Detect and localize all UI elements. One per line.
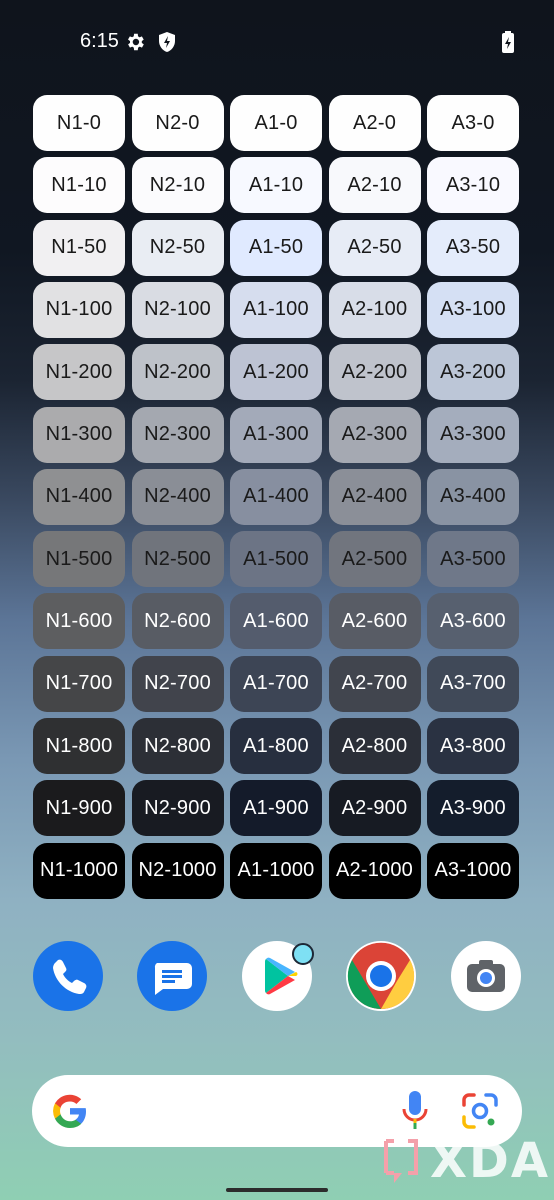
palette-tile-a2-300[interactable]: A2-300 [329,407,421,463]
palette-tile-a2-800[interactable]: A2-800 [329,718,421,774]
palette-tile-a1-300[interactable]: A1-300 [230,407,322,463]
palette-tile-n2-1000[interactable]: N2-1000 [132,843,224,899]
palette-tile-a3-600[interactable]: A3-600 [427,593,519,649]
phone-app-icon[interactable] [33,941,103,1011]
palette-tile-n1-400[interactable]: N1-400 [33,469,125,525]
palette-tile-n1-900[interactable]: N1-900 [33,780,125,836]
palette-tile-n2-100[interactable]: N2-100 [132,282,224,338]
palette-tile-a3-0[interactable]: A3-0 [427,95,519,151]
palette-tile-n2-300[interactable]: N2-300 [132,407,224,463]
palette-tile-a1-1000[interactable]: A1-1000 [230,843,322,899]
palette-tile-n2-400[interactable]: N2-400 [132,469,224,525]
palette-tile-n2-0[interactable]: N2-0 [132,95,224,151]
status-bar [0,0,554,80]
palette-tile-a1-100[interactable]: A1-100 [230,282,322,338]
palette-tile-a1-900[interactable]: A1-900 [230,780,322,836]
palette-tile-n2-600[interactable]: N2-600 [132,593,224,649]
palette-tile-a3-200[interactable]: A3-200 [427,344,519,400]
chrome-app-icon[interactable] [346,941,416,1011]
navigation-handle[interactable] [226,1188,328,1192]
palette-tile-a2-200[interactable]: A2-200 [329,344,421,400]
gear-icon [124,31,146,53]
palette-tile-a1-500[interactable]: A1-500 [230,531,322,587]
palette-tile-a3-900[interactable]: A3-900 [427,780,519,836]
palette-tile-a1-200[interactable]: A1-200 [230,344,322,400]
palette-tile-n2-50[interactable]: N2-50 [132,220,224,276]
palette-tile-a2-1000[interactable]: A2-1000 [329,843,421,899]
palette-tile-a3-300[interactable]: A3-300 [427,407,519,463]
palette-tile-n2-700[interactable]: N2-700 [132,656,224,712]
palette-tile-a3-700[interactable]: A3-700 [427,656,519,712]
palette-tile-a3-1000[interactable]: A3-1000 [427,843,519,899]
palette-tile-a3-500[interactable]: A3-500 [427,531,519,587]
palette-tile-n1-600[interactable]: N1-600 [33,593,125,649]
palette-tile-a2-500[interactable]: A2-500 [329,531,421,587]
palette-tile-n1-1000[interactable]: N1-1000 [33,843,125,899]
palette-tile-n1-500[interactable]: N1-500 [33,531,125,587]
palette-tile-a2-700[interactable]: A2-700 [329,656,421,712]
palette-tile-a3-800[interactable]: A3-800 [427,718,519,774]
microphone-icon[interactable] [400,1089,430,1133]
palette-tile-a2-400[interactable]: A2-400 [329,469,421,525]
messages-app-icon[interactable] [137,941,207,1011]
palette-tile-a2-900[interactable]: A2-900 [329,780,421,836]
palette-tile-n2-800[interactable]: N2-800 [132,718,224,774]
palette-tile-a1-50[interactable]: A1-50 [230,220,322,276]
watermark-text: XDA [430,1133,550,1189]
palette-tile-n1-100[interactable]: N1-100 [33,282,125,338]
shield-icon [157,31,177,53]
xda-watermark [380,1133,550,1189]
palette-tile-a1-800[interactable]: A1-800 [230,718,322,774]
palette-tile-a1-700[interactable]: A1-700 [230,656,322,712]
palette-tile-a2-50[interactable]: A2-50 [329,220,421,276]
palette-tile-a1-600[interactable]: A1-600 [230,593,322,649]
palette-tile-a3-100[interactable]: A3-100 [427,282,519,338]
google-lens-icon[interactable] [460,1091,500,1131]
chrome-icon [346,941,416,1011]
palette-tile-n2-200[interactable]: N2-200 [132,344,224,400]
messages-icon [137,941,207,1011]
palette-tile-n1-50[interactable]: N1-50 [33,220,125,276]
palette-tile-n1-700[interactable]: N1-700 [33,656,125,712]
palette-tile-a3-400[interactable]: A3-400 [427,469,519,525]
notification-dot [292,943,314,965]
google-g-icon [50,1091,90,1131]
palette-tile-n1-200[interactable]: N1-200 [33,344,125,400]
palette-tile-a3-10[interactable]: A3-10 [427,157,519,213]
palette-tile-n2-900[interactable]: N2-900 [132,780,224,836]
battery-charging-icon [501,30,515,54]
palette-tile-n1-0[interactable]: N1-0 [33,95,125,151]
palette-tile-a2-0[interactable]: A2-0 [329,95,421,151]
palette-tile-a3-50[interactable]: A3-50 [427,220,519,276]
palette-tile-a1-10[interactable]: A1-10 [230,157,322,213]
palette-tile-a2-100[interactable]: A2-100 [329,282,421,338]
palette-tile-n2-10[interactable]: N2-10 [132,157,224,213]
camera-icon [451,941,521,1011]
palette-tile-n2-500[interactable]: N2-500 [132,531,224,587]
palette-tile-n1-300[interactable]: N1-300 [33,407,125,463]
camera-app-icon[interactable] [451,941,521,1011]
status-time: 6:15 [80,30,119,52]
palette-tile-a2-10[interactable]: A2-10 [329,157,421,213]
palette-tile-n1-800[interactable]: N1-800 [33,718,125,774]
phone-icon [33,941,103,1011]
palette-tile-n1-10[interactable]: N1-10 [33,157,125,213]
palette-tile-a1-0[interactable]: A1-0 [230,95,322,151]
palette-tile-a2-600[interactable]: A2-600 [329,593,421,649]
palette-tile-a1-400[interactable]: A1-400 [230,469,322,525]
